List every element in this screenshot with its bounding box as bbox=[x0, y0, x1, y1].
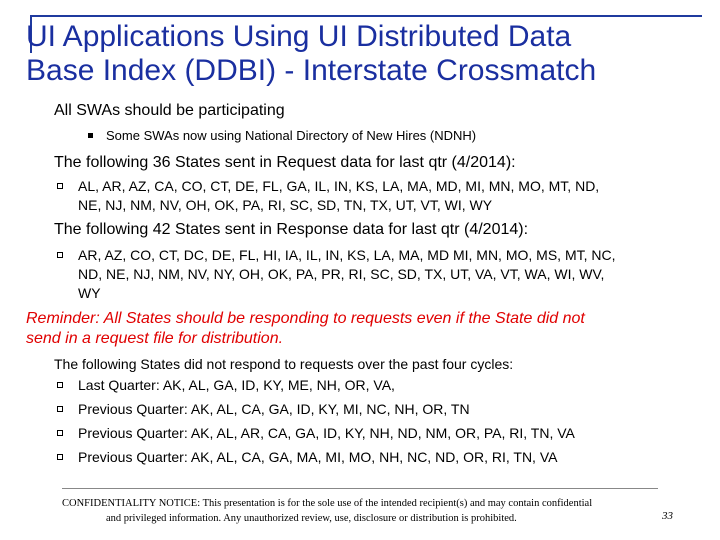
hollow-square-bullet-icon bbox=[57, 430, 63, 436]
swas-ndnh-text: Some SWAs now using National Directory of New Hires (NDNH) bbox=[106, 128, 477, 143]
slide-title bbox=[26, 20, 596, 88]
square-bullet-icon bbox=[88, 133, 93, 138]
response-states-line-3: WY bbox=[78, 285, 101, 301]
not-responding-item: Previous Quarter: AK, AL, CA, GA, MA, MI, MO, NH, NC, ND, OR, RI, TN, VA bbox=[78, 449, 558, 465]
request-states-line-2: NE, NJ, NM, NV, OH, OK, PA, RI, SC, SD, TN, TX, UT, VT, WI, WY bbox=[78, 197, 493, 213]
response-states-line-1: AR, AZ, CO, CT, DC, DE, FL, HI, IA, IL, IN, KS, LA, MA, MD MI, MN, MO, MS, MT, NC, bbox=[78, 247, 616, 263]
hollow-square-bullet-icon bbox=[57, 183, 63, 189]
hollow-square-bullet-icon bbox=[57, 406, 63, 412]
page-number: 33 bbox=[662, 510, 673, 522]
swas-participating-text: All SWAs should be participating bbox=[54, 102, 285, 119]
hollow-square-bullet-icon bbox=[57, 252, 63, 258]
request-heading: The following 36 States sent in Request data for last qtr (4/2014): bbox=[54, 154, 516, 171]
not-responding-heading: The following States did not respond to requests over the past four cycles: bbox=[54, 356, 514, 372]
slide-title-line-2: Base Index (DDBI) - Interstate Crossmatch bbox=[26, 54, 597, 87]
not-responding-item: Previous Quarter: AK, AL, CA, GA, ID, KY, MI, NC, NH, OR, TN bbox=[78, 401, 470, 417]
footer-divider bbox=[62, 488, 658, 489]
response-states-line-2: ND, NE, NJ, NM, NV, NY, OH, OK, PA, PR, RI, SC, SD, TX, UT, VA, VT, WA, WI, WV, bbox=[78, 266, 605, 282]
confidentiality-line-2: and privileged information. Any unauthorized review, use, disclosure or distribution is prohibited. bbox=[106, 513, 517, 524]
title-frame-top-rule bbox=[30, 15, 702, 17]
not-responding-item: Previous Quarter: AK, AL, AR, CA, GA, ID, KY, NH, ND, NM, OR, PA, RI, TN, VA bbox=[78, 425, 575, 441]
confidentiality-notice bbox=[62, 496, 592, 526]
response-heading: The following 42 States sent in Response data for last qtr (4/2014): bbox=[54, 221, 529, 238]
not-responding-item: Last Quarter: AK, AL, GA, ID, KY, ME, NH, OR, VA, bbox=[78, 377, 395, 393]
reminder-note bbox=[26, 309, 585, 349]
reminder-line-1: Reminder: All States should be responding to requests even if the State did not bbox=[26, 310, 585, 327]
hollow-square-bullet-icon bbox=[57, 454, 63, 460]
hollow-square-bullet-icon bbox=[57, 382, 63, 388]
slide-title-line-1: UI Applications Using UI Distributed Data bbox=[26, 20, 572, 53]
request-states-line-1: AL, AR, AZ, CA, CO, CT, DE, FL, GA, IL, IN, KS, LA, MA, MD, MI, MN, MO, MT, ND, bbox=[78, 178, 600, 194]
confidentiality-line-1: CONFIDENTIALITY NOTICE: This presentation is for the sole use of the intended recipient(s) and may contain confidential bbox=[62, 498, 593, 509]
reminder-line-2: send in a request file for distribution. bbox=[26, 330, 284, 347]
